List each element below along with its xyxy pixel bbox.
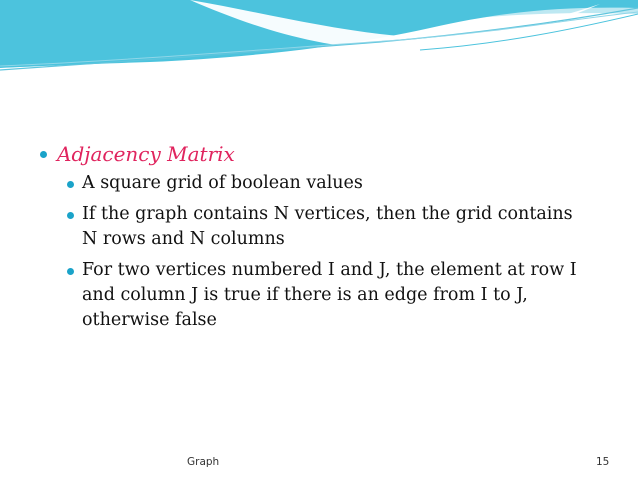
bullet-icon — [67, 268, 74, 275]
slide-heading: Adjacency Matrix — [57, 142, 235, 166]
bullet-icon — [67, 181, 74, 188]
heading-bullet-icon — [40, 151, 47, 158]
bullet-3-line-1: For two vertices numbered I and J, the element at row I — [82, 260, 577, 280]
bullet-2-line-2: N rows and N columns — [82, 229, 285, 249]
bullet-3-line-2: and column J is true if there is an edge from I to J, — [82, 285, 528, 305]
footer-label: Graph — [187, 456, 220, 468]
bullet-1-line-1: A square grid of boolean values — [82, 173, 363, 193]
bullet-icon — [67, 212, 74, 219]
bullet-3-line-3: otherwise false — [82, 310, 217, 330]
bullet-2-line-1: If the graph contains N vertices, then the grid contains — [82, 204, 573, 224]
page-number: 15 — [596, 456, 610, 468]
